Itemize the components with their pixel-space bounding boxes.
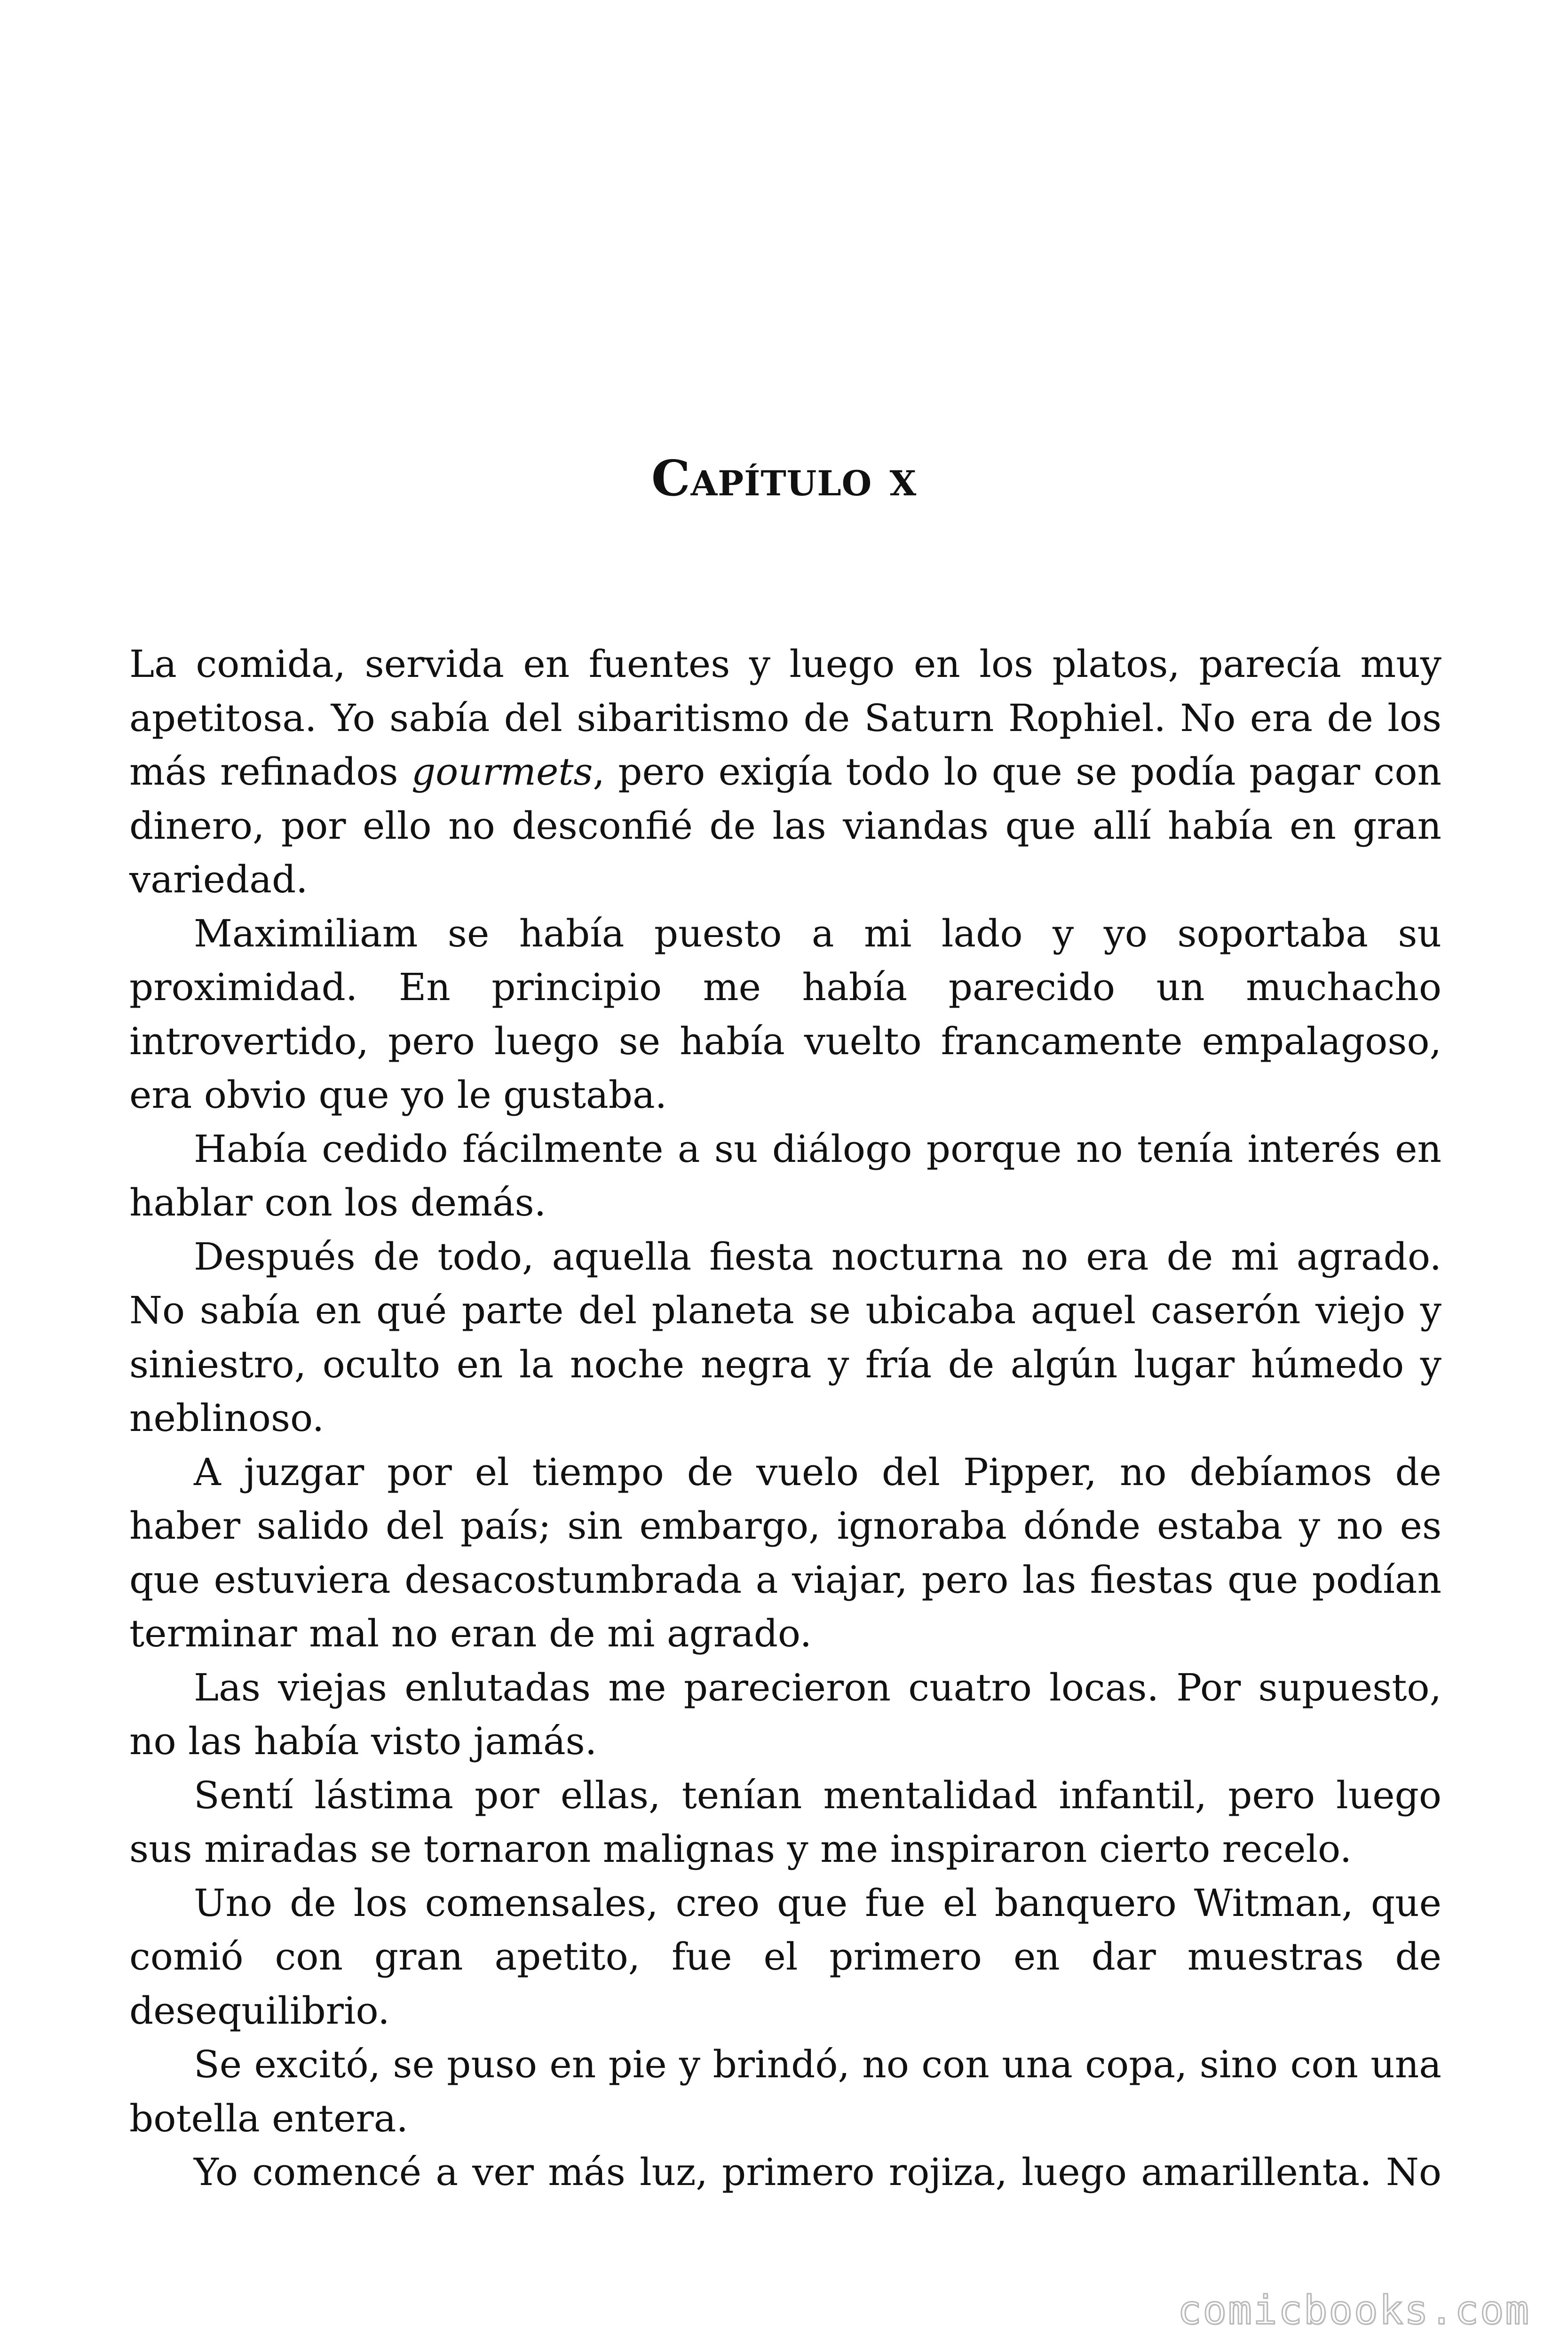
- paragraph: La comida, servida en fuentes y luego en los platos, parecía muy apetitosa. Yo sabía del sibaritismo de Saturn Rophiel. No era de los más refinados gourmets, pero exigía todo lo que se podía pagar con dinero, por ello no desconfié de las viandas que allí había en gran variedad.: [129, 642, 1442, 901]
- paragraph: Se excitó, se puso en pie y brindó, no con una copa, sino con una botella entera.: [129, 2042, 1441, 2140]
- paragraph: Uno de los comensales, creo que fue el banquero Witman, que comió con gran apetito, fue el primero en dar muestras de desequilibrio.: [129, 1881, 1441, 2033]
- paragraph: Las viejas enlutadas me parecieron cuatro locas. Por supuesto, no las había visto jamás.: [129, 1665, 1441, 1763]
- paragraph: A juzgar por el tiempo de vuelo del Pipper, no debíamos de haber salido del país; sin embargo, ignoraba dónde estaba y no es que estuviera desacostumbrada a viajar, pero las fiestas que podían terminar mal no eran de mi agrado.: [129, 1450, 1441, 1655]
- paragraph: Había cedido fácilmente a su diálogo porque no tenía interés en hablar con los demás.: [129, 1127, 1441, 1224]
- chapter-body: [129, 637, 1441, 2200]
- emphasized-word: gourmets: [411, 750, 593, 794]
- chapter-title: Capítulo x: [651, 449, 917, 507]
- paragraph: Maximiliam se había puesto a mi lado y yo soportaba su proximidad. En principio me había parecido un muchacho introvertido, pero luego se había vuelto francamente empalagoso, era obvio que yo le gustaba.: [129, 911, 1441, 1117]
- paragraph: Después de todo, aquella fiesta nocturna no era de mi agrado. No sabía en qué parte del planeta se ubicaba aquel caserón viejo y siniestro, oculto en la noche negra y fría de algún lugar húmedo y neblinoso.: [129, 1234, 1441, 1440]
- paragraph: Sentí lástima por ellas, tenían mentalidad infantil, pero luego sus miradas se tornaron malignas y me inspiraron cierto recelo.: [129, 1773, 1441, 1871]
- paragraph: Yo comencé a ver más luz, primero rojiza, luego amarillenta. No: [194, 2150, 1441, 2194]
- watermark: comicbooks.com: [1177, 2287, 1530, 2333]
